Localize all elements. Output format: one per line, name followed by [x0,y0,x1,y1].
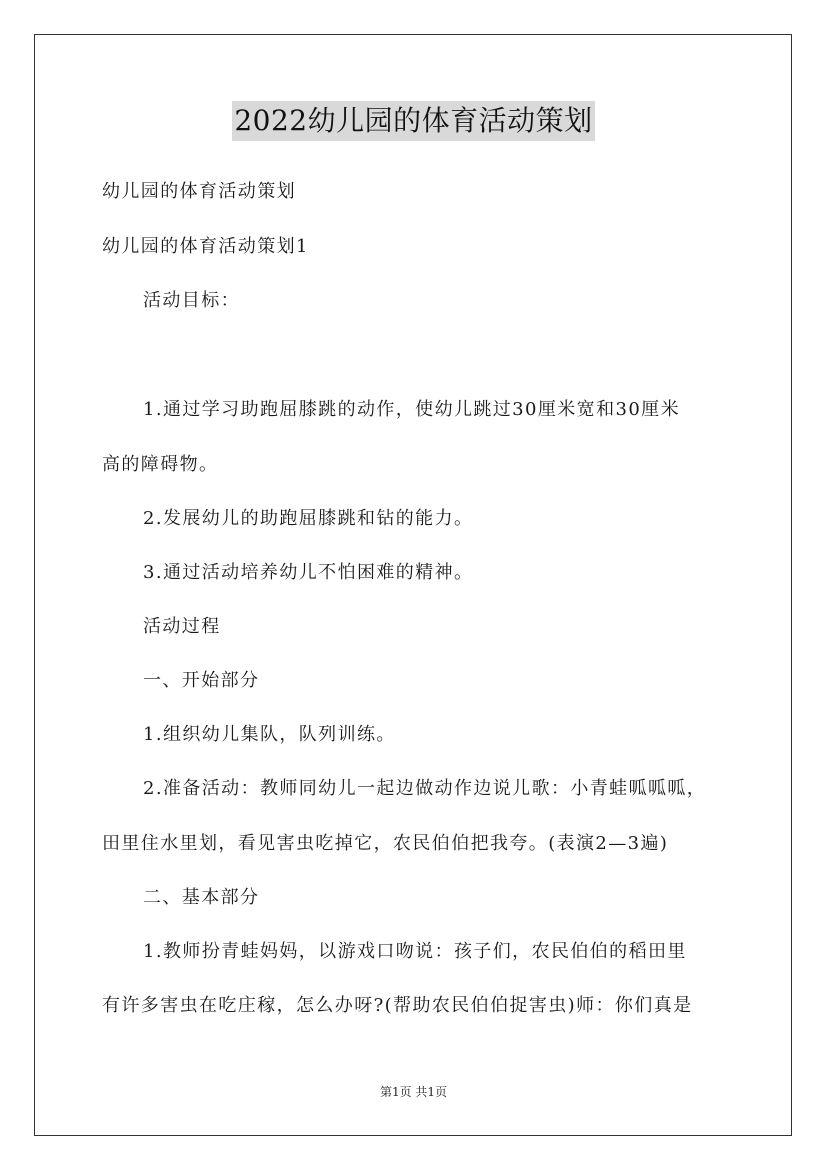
paragraph-line: 活动目标： [143,290,240,311]
section-heading: 幼儿园的体育活动策划1 [102,236,309,257]
paragraph-line: 3.通过活动培养幼儿不怕困难的精神。 [143,562,474,583]
paragraph-line: 1.组织幼儿集队，队列训练。 [143,724,396,745]
paragraph-line: 2.发展幼儿的助跑屈膝跳和钻的能力。 [143,508,474,529]
page-footer: 第1页 共1页 [379,1085,448,1099]
paragraph-line: 1.通过学习助跑屈膝跳的动作，使幼儿跳过30厘米宽和30厘米 [143,399,680,420]
paragraph-line: 一、开始部分 [143,670,260,691]
title-container [0,101,827,141]
subtitle-line: 幼儿园的体育活动策划 [102,181,296,202]
document-title: 2022幼儿园的体育活动策划 [232,101,594,141]
paragraph-line: 田里住水里划，看见害虫吃掉它，农民伯伯把我夸。(表演2—3遍) [102,833,669,854]
paragraph-line: 1.教师扮青蛙妈妈，以游戏口吻说：孩子们，农民伯伯的稻田里 [143,941,687,962]
paragraph-line: 有许多害虫在吃庄稼，怎么办呀?(帮助农民伯伯捉害虫)师：你们真是 [102,995,693,1016]
paragraph-line: 2.准备活动：教师同幼儿一起边做动作边说儿歌：小青蛙呱呱呱， [143,778,707,799]
paragraph-line: 活动过程 [143,616,221,637]
paragraph-line: 高的障碍物。 [102,454,219,475]
paragraph-line: 二、基本部分 [143,887,260,908]
